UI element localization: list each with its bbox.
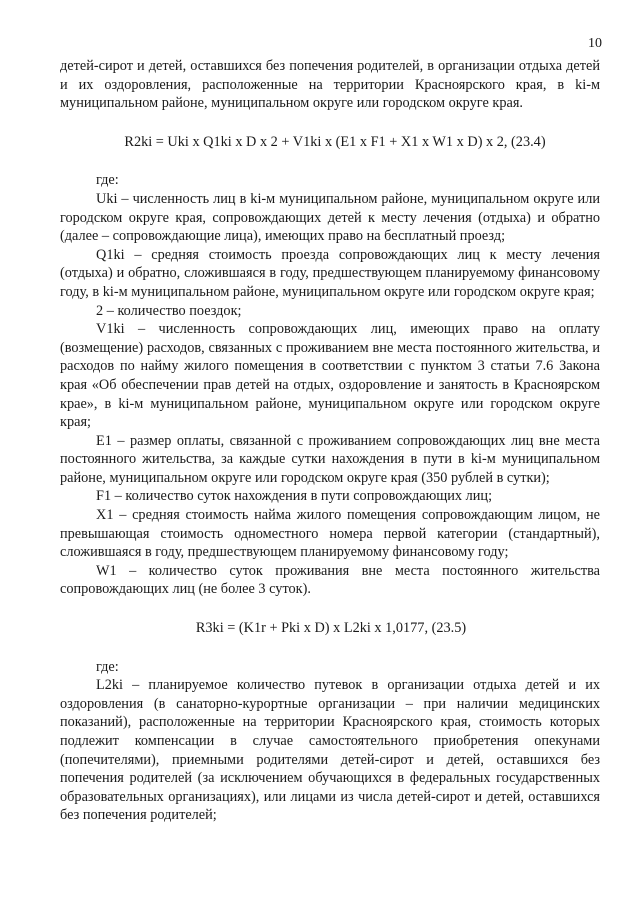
- definition-l2ki: L2ki – планируемое количество путевок в организации отдыха детей и их оздоровления (в санаторно-курортные организации – при наличии медицинских показаний), расположенные на территории Красноярского края, стоимость которых подлежит компенсации в случае самостоятельного приобретения опекунами (попечителями), приемными родителями детей-сирот и детей, оставшихся без попечения родителей (за исключением обучающихся в федеральных государственных образовательных организациях), или лицами из числа детей-сирот и детей, оставшихся без попечения родителей;: [60, 677, 600, 824]
- definition-v1ki: V1ki – численность сопровождающих лиц, имеющих право на оплату (возмещение) расходов, связанных с проживанием вне места постоянного жительства, и расходов по найму жилого помещения в соответствии с пунктом 3 статьи 7.6 Закона края «Об обеспечении прав детей на отдых, оздоровление и занятость в Красноярском крае», в ki-м муниципальном районе, муниципальном округе или городском округе края;: [60, 321, 600, 431]
- where-label: где:: [96, 172, 119, 189]
- document-body: [60, 57, 600, 825]
- definition-uki: Uki – численность лиц в ki-м муниципальном районе, муниципальном округе или городском округе края, сопровождающих детей к месту лечения (отдыха) и обратно (далее – сопровождающие лица), имеющих право на бесплатный проезд;: [60, 190, 600, 245]
- definition-x1: X1 – средняя стоимость найма жилого помещения сопровождающим лицом, не превышающая стоимость одноместного номера первой категории (стандартный), сложившаяся в году, предшествующем планируемому финансовому году;: [60, 507, 600, 561]
- definition-w1: W1 – количество суток проживания вне места постоянного жительства сопровождающих лиц (не более 3 суток).: [60, 562, 600, 598]
- formula-r2ki: R2ki = Uki x Q1ki x D x 2 + V1ki x (E1 x F1 + X1 x W1 x D) x 2, (23.4): [124, 133, 546, 150]
- page-number: 10: [588, 36, 602, 51]
- definition-f1: F1 – количество суток нахождения в пути сопровождающих лиц;: [96, 488, 493, 505]
- definition-trips: 2 – количество поездок;: [96, 302, 242, 319]
- where-label-2: где:: [96, 658, 119, 675]
- paragraph-intro: детей-сирот и детей, оставшихся без попечения родителей, в организации отдыха детей и их оздоровления, расположенные на территории Красноярского края, в ki-м муниципальном районе, муниципальном округе или городском округе края.: [60, 58, 600, 112]
- formula-r3ki: R3ki = (K1r + Pki x D) x L2ki x 1,0177, (23.5): [195, 620, 467, 637]
- definition-e1: E1 – размер оплаты, связанной с проживанием сопровождающих лиц вне места постоянного жительства, за каждые сутки нахождения в пути в ki-м муниципальном районе, муниципальном округе или городском округе края (350 рублей в сутки);: [60, 432, 600, 486]
- definition-q1ki: Q1ki – средняя стоимость проезда сопровождающих лиц к месту лечения (отдыха) и обратно, сложившаяся в году, предшествующем планируемому финансовому году, в ki-м муниципальном районе, муниципальном округе или городском округе края;: [60, 246, 600, 300]
